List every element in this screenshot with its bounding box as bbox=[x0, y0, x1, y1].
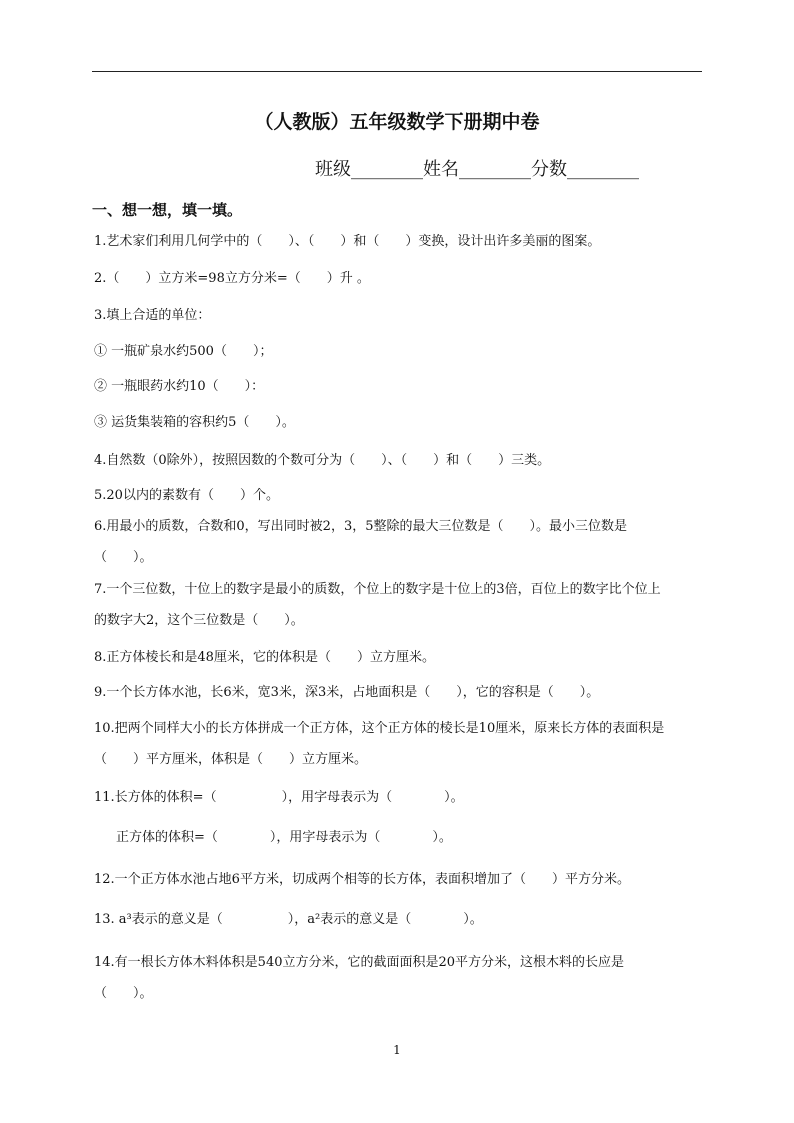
question-9: 9.一个长方体水池，长6米，宽3米，深3米，占地面积是（ ），它的容积是（ ）。 bbox=[94, 685, 600, 700]
question-14-line-2: （ ）。 bbox=[94, 986, 153, 1001]
question-4: 4.自然数（0除外），按照因数的个数可分为（ ）、（ ）和（ ）三类。 bbox=[94, 453, 551, 468]
page-number: 1 bbox=[393, 1043, 401, 1057]
question-10-line-1: 10.把两个同样大小的长方体拼成一个正方体，这个正方体的棱长是10厘米，原来长方体的表面积是 bbox=[94, 721, 665, 736]
question-13: 13. a³表示的意义是（ ），a²表示的意义是（ ）。 bbox=[94, 912, 483, 927]
question-11-line-1: 11.长方体的体积=（ ），用字母表示为（ ）。 bbox=[94, 790, 464, 805]
question-6-line-1: 6.用最小的质数，合数和0，写出同时被2，3，5整除的最大三位数是（ ）。最小三位数是 bbox=[94, 519, 627, 534]
question-1: 1.艺术家们利用几何学中的（ ）、（ ）和（ ）变换，设计出许多美丽的图案。 bbox=[94, 234, 601, 249]
page-title: （人教版）五年级数学下册期中卷 bbox=[254, 111, 540, 133]
question-12: 12.一个正方体水池占地6平方米，切成两个相等的长方体，表面积增加了（ ）平方分米。 bbox=[94, 872, 630, 887]
header-rule bbox=[92, 71, 702, 72]
question-11-line-2: 正方体的体积=（ ），用字母表示为（ ）。 bbox=[116, 830, 452, 845]
question-8: 8.正方体棱长和是48厘米，它的体积是（ ）立方厘米。 bbox=[94, 650, 435, 665]
question-3-item-1: ① 一瓶矿泉水约500（ ）； bbox=[94, 344, 273, 359]
question-7-line-2: 的数字大2，这个三位数是（ ）。 bbox=[94, 613, 304, 628]
question-3-item-2: ② 一瓶眼药水约10（ ）： bbox=[94, 379, 265, 394]
question-2: 2.（ ）立方米=98立方分米=（ ）升 。 bbox=[94, 271, 370, 286]
question-3-item-3: ③ 运货集装箱的容积约5（ ）。 bbox=[94, 415, 295, 430]
question-5: 5.20以内的素数有（ ）个。 bbox=[94, 488, 279, 503]
question-6-line-2: （ ）。 bbox=[94, 550, 153, 565]
question-14-line-1: 14.有一根长方体木料体积是540立方分米，它的截面面积是20平方分米，这根木料的长应是 bbox=[94, 955, 625, 970]
section-heading: 一、想一想，填一填。 bbox=[92, 201, 243, 219]
question-7-line-1: 7.一个三位数，十位上的数字是最小的质数，个位上的数字是十位上的3倍，百位上的数字比个位上 bbox=[94, 582, 661, 597]
question-3: 3.填上合适的单位： bbox=[94, 308, 211, 323]
question-10-line-2: （ ）平方厘米，体积是（ ）立方厘米。 bbox=[94, 752, 368, 767]
student-info-line: 班级________姓名________分数________ bbox=[315, 159, 639, 180]
